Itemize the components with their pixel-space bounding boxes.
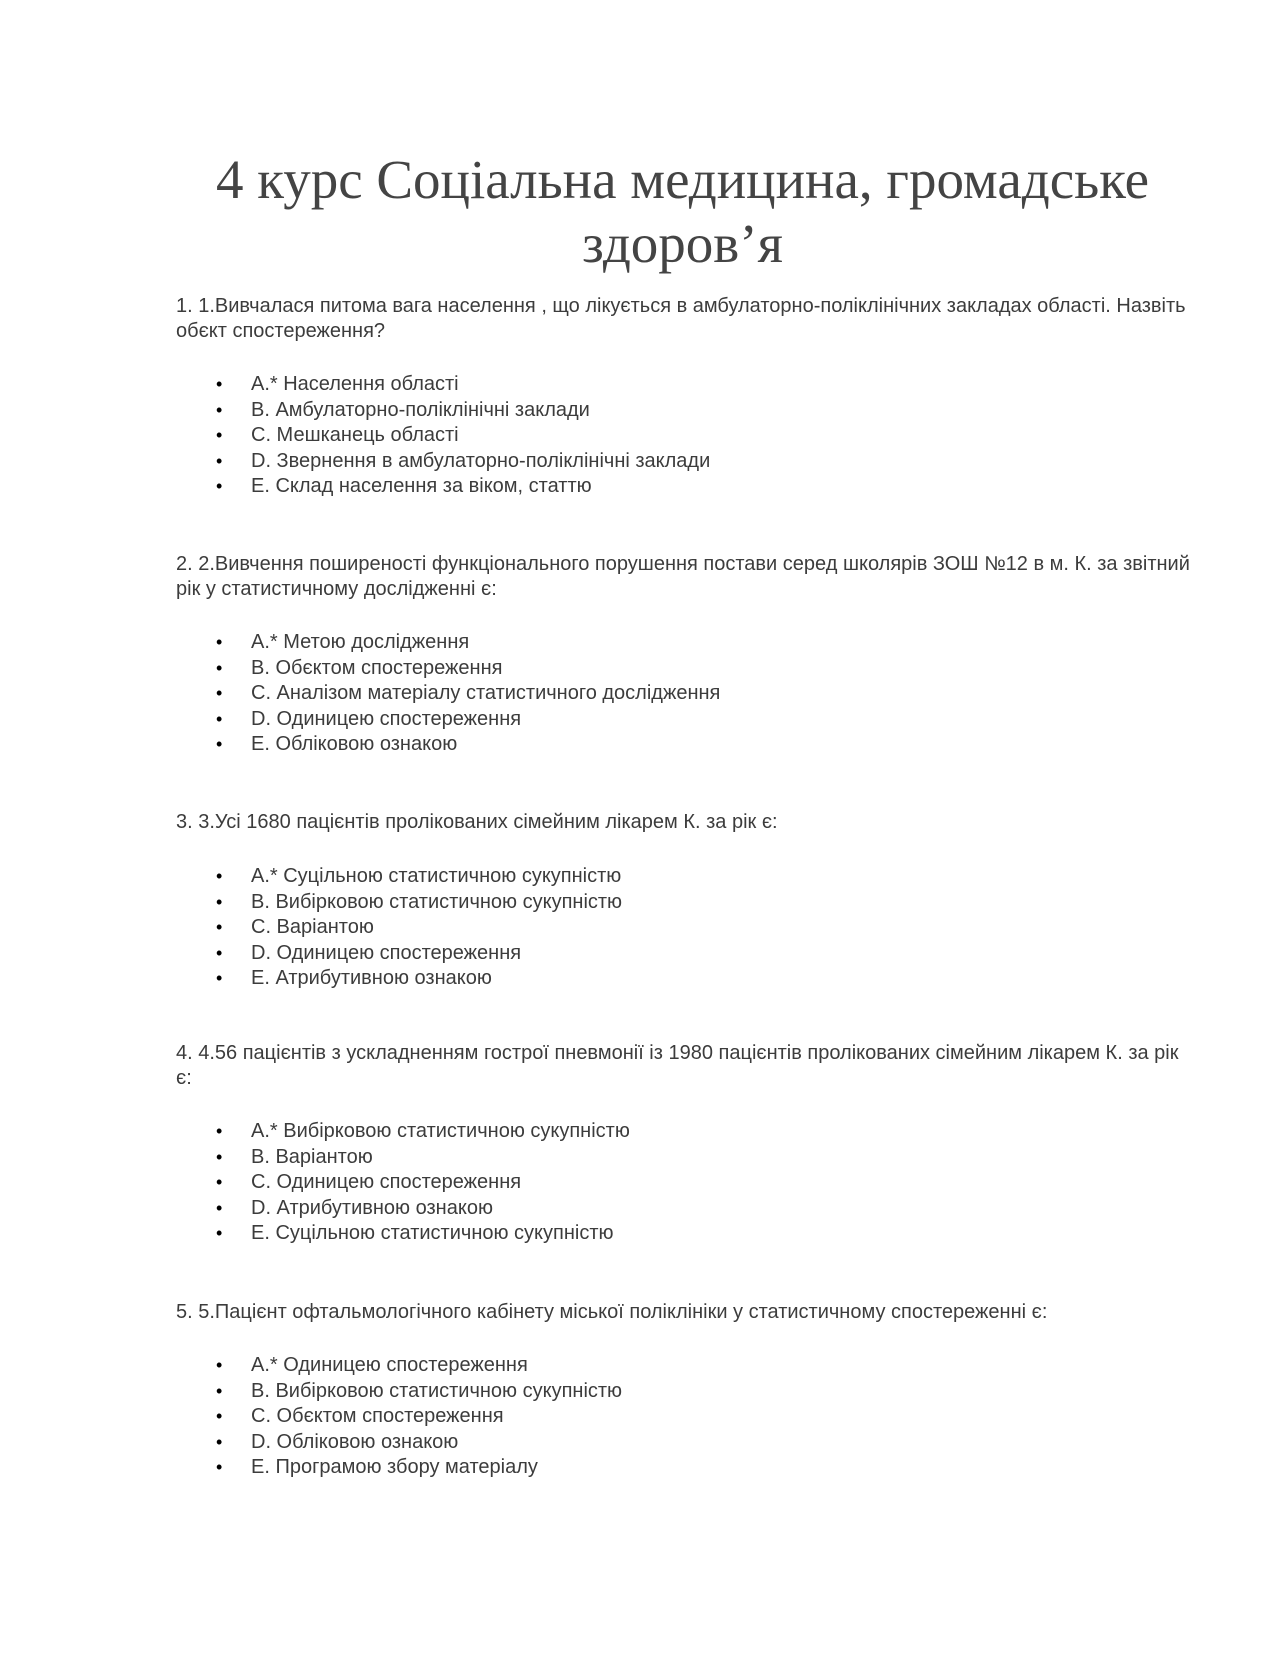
answer-option	[176, 707, 1191, 733]
answer-option-label: D. Атрибутивною ознакою	[251, 1196, 493, 1219]
question-text: 4. 4.56 пацієнтів з ускладненням гострої пневмонії із 1980 пацієнтів пролікованих сімейним лікарем К. за рік є:	[176, 1042, 1179, 1089]
question-text: 5. 5.Пацієнт офтальмологічного кабінету міської поліклініки у статистичному спостереженні є:	[176, 1301, 1048, 1323]
answer-option-label: A.* Суцільною статистичною сукупністю	[251, 865, 622, 887]
answer-option	[176, 864, 1191, 890]
answer-option	[176, 1404, 1191, 1430]
answer-option-label: B. Вибірковою статистичною сукупністю	[251, 1379, 623, 1402]
answer-option	[176, 915, 1191, 941]
answer-option-label: A.* Метою дослідження	[251, 631, 470, 653]
question-block	[176, 1041, 1191, 1247]
bullet-icon: •	[216, 1223, 223, 1244]
bullet-icon: •	[216, 1355, 223, 1375]
answer-option	[176, 1170, 1191, 1196]
question-text: 3. 3.Усі 1680 пацієнтів пролікованих сімейним лікарем К. за рік є:	[176, 811, 778, 833]
answer-option	[176, 1353, 1191, 1379]
answer-option-label: A.* Населення області	[251, 373, 459, 395]
bullet-icon: •	[216, 399, 223, 420]
bullet-icon: •	[216, 683, 223, 704]
bullet-icon: •	[216, 657, 223, 678]
bullet-icon: •	[216, 1431, 223, 1452]
answer-option-label: A.* Вибірковою статистичною сукупністю	[251, 1120, 630, 1142]
answer-option-label: C. Мешканець області	[251, 424, 459, 447]
answer-options-list	[176, 864, 1191, 992]
question-text: 1. 1.Вивчалася питома вага населення , що лікується в амбулаторно-поліклінічних закладах області. Назвіть обєкт спостереження?	[176, 295, 1186, 342]
answer-options-list	[176, 1353, 1191, 1481]
answer-option-label: E. Програмою збору матеріалу	[251, 1456, 538, 1479]
bullet-icon: •	[216, 450, 223, 471]
answer-option-label: B. Обєктом спостереження	[251, 656, 503, 679]
question-block	[176, 810, 1191, 992]
answer-option-label: C. Варіантою	[251, 916, 374, 939]
answer-option	[176, 1221, 1191, 1247]
answer-option	[176, 1430, 1191, 1456]
answer-option	[176, 1196, 1191, 1222]
question-block	[176, 294, 1191, 500]
answer-option	[176, 656, 1191, 682]
bullet-icon: •	[216, 425, 223, 446]
bullet-icon: •	[216, 632, 223, 652]
answer-options-list	[176, 1119, 1191, 1247]
answer-option-label: E. Суцільною статистичною сукупністю	[251, 1222, 614, 1245]
bullet-icon: •	[216, 866, 223, 886]
bullet-icon: •	[216, 734, 223, 755]
answer-option	[176, 966, 1191, 992]
answer-option	[176, 630, 1191, 656]
answer-option	[176, 941, 1191, 967]
bullet-icon: •	[216, 1380, 223, 1401]
answer-option	[176, 423, 1191, 449]
answer-option-label: C. Аналізом матеріалу статистичного дослідження	[251, 682, 721, 705]
answer-option	[176, 398, 1191, 424]
answer-option-label: D. Одиницею спостереження	[251, 707, 522, 730]
answer-option	[176, 474, 1191, 500]
bullet-icon: •	[216, 374, 223, 394]
answer-option-label: B. Вибірковою статистичною сукупністю	[251, 890, 623, 913]
question-text: 2. 2.Вивчення поширеності функціонального порушення постави серед школярів ЗОШ №12 в м. К. за звітний рік у статистичному дослідженні є:	[176, 553, 1190, 600]
answer-option	[176, 449, 1191, 475]
bullet-icon: •	[216, 1121, 223, 1141]
bullet-icon: •	[216, 891, 223, 912]
bullet-icon: •	[216, 476, 223, 497]
bullet-icon: •	[216, 1197, 223, 1218]
bullet-icon: •	[216, 942, 223, 963]
answer-option	[176, 1455, 1191, 1481]
answer-options-list	[176, 630, 1191, 758]
bullet-icon: •	[216, 708, 223, 729]
answer-option	[176, 681, 1191, 707]
answer-option-label: E. Обліковою ознакою	[251, 733, 458, 756]
bullet-icon: •	[216, 968, 223, 989]
answer-option-label: D. Одиницею спостереження	[251, 941, 522, 964]
bullet-icon: •	[216, 1146, 223, 1167]
answer-option-label: D. Обліковою ознакою	[251, 1430, 459, 1453]
answer-option-label: A.* Одиницею спостереження	[251, 1354, 528, 1376]
answer-option	[176, 1379, 1191, 1405]
answer-option	[176, 1119, 1191, 1145]
question-block	[176, 552, 1191, 758]
question-block	[176, 1300, 1191, 1481]
answer-option-label: D. Звернення в амбулаторно-поліклінічні заклади	[251, 449, 711, 472]
answer-option	[176, 372, 1191, 398]
answer-option	[176, 732, 1191, 758]
bullet-icon: •	[216, 1457, 223, 1478]
answer-option-label: E. Склад населення за віком, статтю	[251, 475, 592, 498]
answer-options-list	[176, 372, 1191, 500]
answer-option-label: B. Амбулаторно-поліклінічні заклади	[251, 398, 590, 421]
answer-option-label: C. Обєктом спостереження	[251, 1405, 504, 1428]
answer-option-label: E. Атрибутивною ознакою	[251, 967, 492, 990]
bullet-icon: •	[216, 1406, 223, 1427]
document-title: 4 курс Соціальна медицина, громадське здоров’я	[216, 149, 1149, 274]
answer-option-label: C. Одиницею спостереження	[251, 1171, 522, 1194]
bullet-icon: •	[216, 917, 223, 938]
answer-option	[176, 890, 1191, 916]
answer-option	[176, 1145, 1191, 1171]
answer-option-label: B. Варіантою	[251, 1145, 373, 1168]
bullet-icon: •	[216, 1172, 223, 1193]
